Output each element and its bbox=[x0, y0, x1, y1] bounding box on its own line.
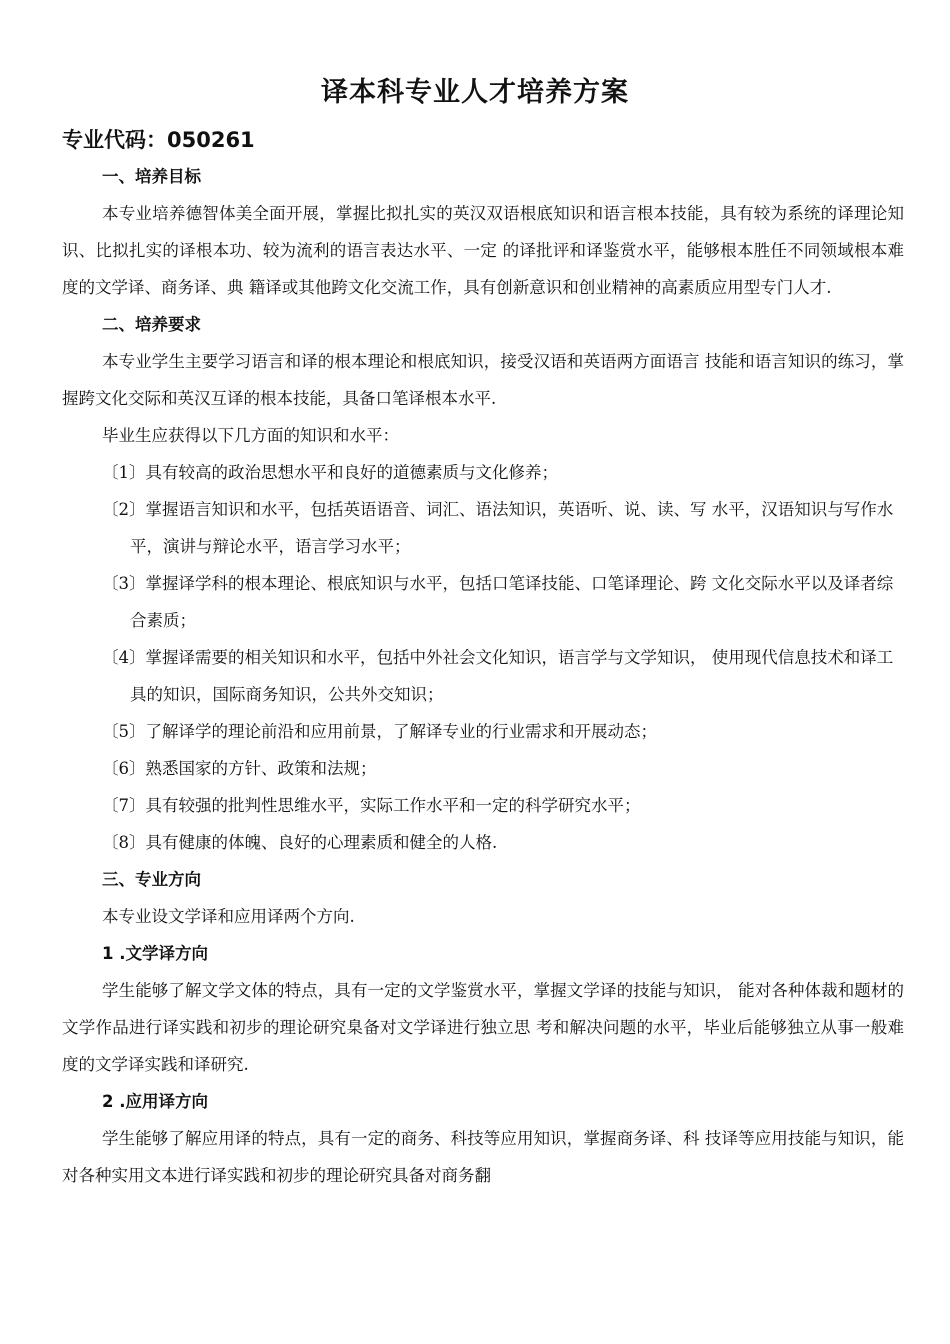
requirement-item: 〔8〕具有健康的体魄、良好的心理素质和健全的人格. bbox=[102, 833, 498, 852]
section-heading-goals: 一、培养目标 bbox=[102, 167, 201, 186]
subsection-heading-literary: 1 .文学译方向 bbox=[102, 944, 208, 963]
subsection-paragraph-literary: 学生能够了解文学文体的特点，具有一定的文学鉴赏水平，掌握文学译的技能与知识， 能对各种体裁和题材的文学作品进行译实践和初步的理论研究臬备对文学译进行独立思 考和解决问题的水平，毕业后能够独立从事一般难度的文学译实践和译研究. bbox=[62, 981, 904, 1074]
requirement-item: 〔4〕掌握译需要的相关知识和水平，包括中外社会文化知识，语言学与文学知识， 使用现代信息技术和译工具的知识，国际商务知识，公共外交知识； bbox=[102, 648, 894, 704]
section-paragraph-requirements: 本专业学生主要学习语言和译的根本理论和根底知识，接受汉语和英语两方面语言 技能和语言知识的练习，掌握跨文化交际和英汉互译的根本技能，具备口笔译根本水平. bbox=[62, 352, 904, 408]
major-code: 专业代码：050261 bbox=[62, 128, 255, 152]
document-title: 译本科专业人才培养方案 bbox=[321, 77, 629, 108]
document-body bbox=[62, 158, 904, 1194]
requirement-item: 〔1〕具有较高的政治思想水平和良好的道德素质与文化修养； bbox=[102, 463, 558, 482]
subsection-heading-applied: 2 .应用译方向 bbox=[102, 1092, 208, 1111]
section-heading-directions: 三、专业方向 bbox=[102, 870, 201, 889]
requirement-item: 〔5〕了解译学的理论前沿和应用前景，了解译专业的行业需求和开展动态； bbox=[102, 722, 657, 741]
section-heading-requirements: 二、培养要求 bbox=[102, 315, 201, 334]
requirements-lead: 毕业生应获得以下几方面的知识和水平： bbox=[102, 426, 399, 445]
subsection-paragraph-applied: 学生能够了解应用译的特点，具有一定的商务、科技等应用知识，掌握商务译、科 技译等应用技能与知识，能对各种实用文本进行译实践和初步的理论研究具备对商务翻 bbox=[62, 1129, 904, 1185]
requirement-item: 〔2〕掌握语言知识和水平，包括英语语音、词汇、语法知识，英语听、说、读、写 水平，汉语知识与写作水平，演讲与辩论水平，语言学习水平； bbox=[102, 500, 894, 556]
requirement-item: 〔7〕具有较强的批判性思维水平，实际工作水平和一定的科学研究水平； bbox=[102, 796, 641, 815]
requirement-item: 〔6〕熟悉国家的方针、政策和法规； bbox=[102, 759, 377, 778]
requirement-item: 〔3〕掌握译学科的根本理论、根底知识与水平，包括口笔译技能、口笔译理论、跨 文化交际水平以及译者综合素质； bbox=[102, 574, 894, 630]
section-paragraph-directions: 本专业设文学译和应用译两个方向. bbox=[102, 907, 355, 926]
section-paragraph-goals: 本专业培养德智体美全面开展，掌握比拟扎实的英汉双语根底知识和语言根本技能，具有较为系统的译理论知识、比拟扎实的译根本功、较为流利的语言表达水平、一定 的译批评和译鉴赏水平，能够根本胜任不同领域根本难度的文学译、商务译、典 籍译或其他跨文化交流工作，具有创新意识和创业精神的高素质应用型专门人才. bbox=[62, 204, 904, 297]
